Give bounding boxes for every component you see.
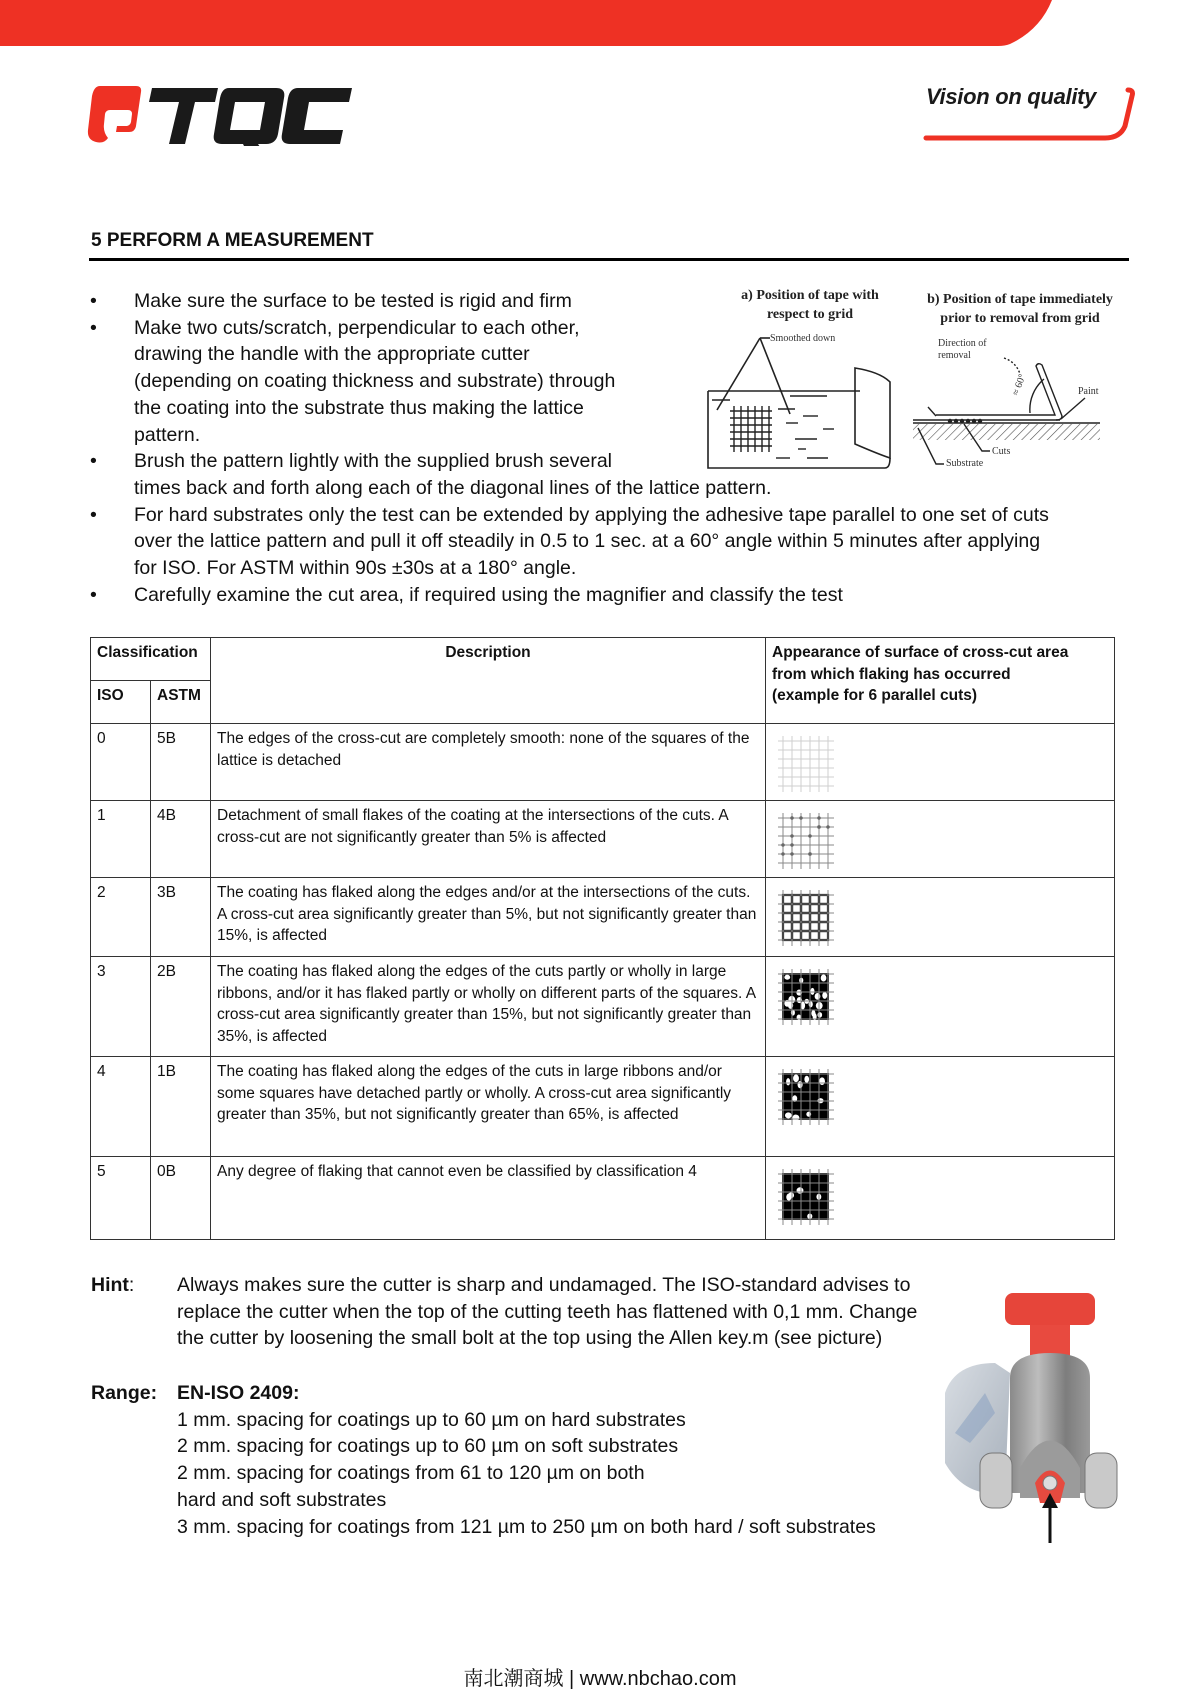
instruction-line: Brush the pattern lightly with the supplied brush several: [134, 450, 613, 473]
header-appearance-line: Appearance of surface of cross-cut area: [772, 644, 1069, 661]
cell-astm: 2B: [151, 957, 211, 1057]
instruction-line: Carefully examine the cut area, if required using the magnifier and classify the test: [134, 583, 843, 606]
hint-label-text: Hint: [91, 1274, 129, 1296]
bullet-icon: •: [90, 583, 97, 606]
cell-astm: 0B: [151, 1157, 211, 1240]
instruction-item: [90, 582, 1140, 609]
hint-label: [91, 1272, 134, 1299]
range-block: [91, 1380, 991, 1540]
flaked-edge: [810, 931, 819, 940]
tape-position-figure: [700, 286, 1140, 476]
flaked-edge: [819, 904, 828, 913]
tape-diagram: [700, 286, 1140, 476]
cell-iso: 0: [91, 724, 151, 801]
flaked-edge: [810, 913, 819, 922]
cell-iso: 4: [91, 1057, 151, 1157]
intact-spot: [786, 1078, 790, 1085]
cell-description: The coating has flaked along the edges of the cuts partly or wholly in large ribbons, and/or it has flaked partly or wholly on different parts of the squares. A cross-cut area significantly greater than 15%, but not significantly greater than 35%, is affected: [211, 957, 766, 1057]
instruction-line: Make sure the surface to be tested is rigid and firm: [134, 290, 572, 312]
header-iso: ISO: [91, 681, 151, 724]
bullet-icon: •: [90, 503, 97, 526]
flaked-edge: [801, 913, 810, 922]
label-paint: Paint: [1078, 386, 1099, 397]
flaked-edge: [783, 922, 792, 931]
header-appearance-line: from which flaking has occurred: [772, 665, 1011, 683]
cell-astm: 1B: [151, 1057, 211, 1157]
range-line: 2 mm. spacing for coatings up to 60 µm on soft substrates: [177, 1435, 679, 1458]
cell-appearance: [766, 1057, 1115, 1157]
intact-spot: [819, 1077, 825, 1085]
label-angle: ≈ 60°: [1010, 372, 1029, 398]
range-line: hard and soft substrates: [177, 1488, 387, 1511]
cell-appearance: [766, 724, 1115, 801]
section-title: 5 PERFORM A MEASUREMENT: [91, 230, 374, 251]
cell-appearance: [766, 1157, 1115, 1240]
table-row: [91, 878, 1115, 957]
header-description: Description: [211, 638, 766, 724]
flaked-edge: [810, 904, 819, 913]
instruction-line: pattern.: [134, 423, 201, 446]
label-cuts: Cuts: [992, 446, 1011, 457]
crosscut-sample-image: [772, 963, 836, 1027]
instruction-item: [90, 315, 754, 449]
intact-spot: [815, 993, 821, 1000]
label-smoothed-down: Smoothed down: [770, 333, 836, 344]
hint-block: [91, 1272, 1011, 1352]
intact-spot: [810, 988, 814, 995]
flaked-edge: [801, 895, 810, 904]
intact-spot: [798, 1081, 803, 1088]
intact-spot: [817, 1012, 822, 1018]
table-row: [91, 801, 1115, 878]
caption-line: respect to grid: [766, 307, 854, 322]
classification-table: [90, 637, 1115, 1240]
range-line: 2 mm. spacing for coatings from 61 to 120 µm on both: [177, 1462, 645, 1485]
instruction-item: [90, 502, 1140, 582]
cell-description: Any degree of flaking that cannot even be classified by classification 4: [211, 1157, 766, 1240]
slogan: [920, 84, 1140, 148]
flaked-edge: [801, 922, 810, 931]
flaked-edge: [819, 922, 828, 931]
flaked-edge: [792, 904, 801, 913]
instruction-line: times back and forth along each of the diagonal lines of the lattice pattern.: [134, 476, 772, 499]
cell-iso: 2: [91, 878, 151, 957]
header-astm: ASTM: [151, 681, 211, 724]
diagram-a: [708, 338, 890, 468]
hint-label-colon: :: [128, 1274, 135, 1296]
header-appearance-line: (example for 6 parallel cuts): [772, 687, 978, 705]
hint-line: Always makes sure the cutter is sharp and undamaged. The ISO-standard advises to: [177, 1274, 911, 1296]
crosscut-sample-image: [772, 730, 836, 794]
instruction-line: the coating into the substrate thus making the lattice: [134, 396, 584, 419]
label-direction-line1: Direction of: [938, 338, 987, 349]
table-row: [91, 724, 1115, 801]
header-appearance: [766, 638, 1115, 724]
cell-iso: 5: [91, 1157, 151, 1240]
flaked-edge: [792, 913, 801, 922]
table-row: [91, 1157, 1115, 1240]
label-direction-line2: removal: [938, 350, 971, 361]
hint-line: the cutter by loosening the small bolt at the top using the Allen key.m (see picture): [177, 1327, 883, 1350]
slogan-text: Vision on quality: [926, 84, 1097, 109]
header-classification: Classification: [91, 638, 211, 681]
cell-description: The coating has flaked along the edges of the cuts in large ribbons and/or some squares have detached partly or wholly. A cross-cut area significantly greater than 35%, but not significantly greater than 65%, is affected: [211, 1057, 766, 1157]
range-line: 3 mm. spacing for coatings from 121 µm to 250 µm on both hard / soft substrates: [177, 1515, 876, 1538]
instruction-line: For hard substrates only the test can be extended by applying the adhesive tape parallel to one set of cuts: [134, 503, 1049, 526]
flaked-edge: [792, 895, 801, 904]
range-label: Range:: [91, 1382, 158, 1404]
cell-appearance: [766, 801, 1115, 878]
instruction-line: drawing the handle with the appropriate cutter: [134, 343, 530, 366]
cell-astm: 5B: [151, 724, 211, 801]
instruction-line: (depending on coating thickness and substrate) through: [134, 370, 616, 393]
flaked-edge: [783, 931, 792, 940]
flaked-edge: [801, 931, 810, 940]
flaked-edge: [783, 913, 792, 922]
footer-text: 南北潮商城 | www.nbchao.com: [463, 1668, 737, 1690]
crosscut-sample-image: [772, 807, 836, 871]
crosscut-sample-image: [772, 884, 836, 948]
cell-iso: 1: [91, 801, 151, 878]
intact-spot: [788, 1192, 794, 1198]
table-header-row: [91, 638, 1115, 681]
flaked-edge: [783, 904, 792, 913]
intact-spot: [797, 1187, 804, 1193]
crosscut-sample-image: [772, 1163, 836, 1227]
intact-spot: [793, 1075, 799, 1083]
flaked-edge: [810, 922, 819, 931]
intact-spot: [804, 1076, 809, 1083]
intact-spot: [784, 975, 790, 980]
cell-iso: 3: [91, 957, 151, 1057]
header-red-band: [0, 0, 1200, 46]
cell-description: The coating has flaked along the edges and/or at the intersections of the cuts. A cross-cut area significantly greater than 5%, but not significantly greater than 15%, is affected: [211, 878, 766, 957]
flaked-edge: [810, 895, 819, 904]
cross-cut-tester-image: [935, 1283, 1135, 1553]
caption-line: b) Position of tape immediately: [927, 292, 1113, 307]
table-row: [91, 957, 1115, 1057]
tqc-logo: [86, 86, 356, 146]
hint-line: replace the cutter when the top of the cutting teeth has flattened with 0,1 mm. Change: [177, 1300, 918, 1323]
intact-spot: [793, 1115, 798, 1123]
cell-description: The edges of the cross-cut are completely smooth: none of the squares of the lattice is detached: [211, 724, 766, 801]
bullet-icon: •: [90, 450, 97, 473]
bullet-icon: •: [90, 316, 97, 339]
cell-astm: 3B: [151, 878, 211, 957]
instruction-line: for ISO. For ASTM within 90s ±30s at a 180° angle.: [134, 557, 577, 580]
caption-line: a) Position of tape with: [741, 288, 879, 303]
cell-astm: 4B: [151, 801, 211, 878]
instruction-item: [90, 288, 754, 315]
flaked-edge: [792, 931, 801, 940]
section-divider: [89, 258, 1129, 261]
flaked-edge: [819, 895, 828, 904]
intact-spot: [785, 1112, 792, 1118]
intact-spot: [809, 1001, 813, 1007]
cell-description: Detachment of small flakes of the coating at the intersections of the cuts. A cross-cut are not significantly greater than 5% is affected: [211, 801, 766, 878]
range-line: 1 mm. spacing for coatings up to 60 µm on hard substrates: [177, 1408, 686, 1431]
label-substrate: Substrate: [946, 458, 984, 469]
intact-spot: [821, 974, 827, 981]
flaked-edge: [801, 904, 810, 913]
cell-appearance: [766, 878, 1115, 957]
flaked-edge: [792, 922, 801, 931]
flaked-edge: [819, 931, 828, 940]
instruction-line: Make two cuts/scratch, perpendicular to each other,: [134, 316, 580, 339]
bullet-icon: •: [90, 290, 97, 312]
table-row: [91, 1057, 1115, 1157]
intact-spot: [822, 992, 827, 999]
caption-line: prior to removal from grid: [940, 311, 1100, 326]
flaked-edge: [819, 913, 828, 922]
crosscut-sample-image: [772, 1063, 836, 1127]
range-standard: EN-ISO 2409:: [177, 1382, 300, 1404]
cell-appearance: [766, 957, 1115, 1057]
instruction-line: over the lattice pattern and pull it off steadily in 0.5 to 1 sec. at a 60° angle within 5 minutes after applying: [134, 530, 1041, 553]
flaked-edge: [783, 895, 792, 904]
